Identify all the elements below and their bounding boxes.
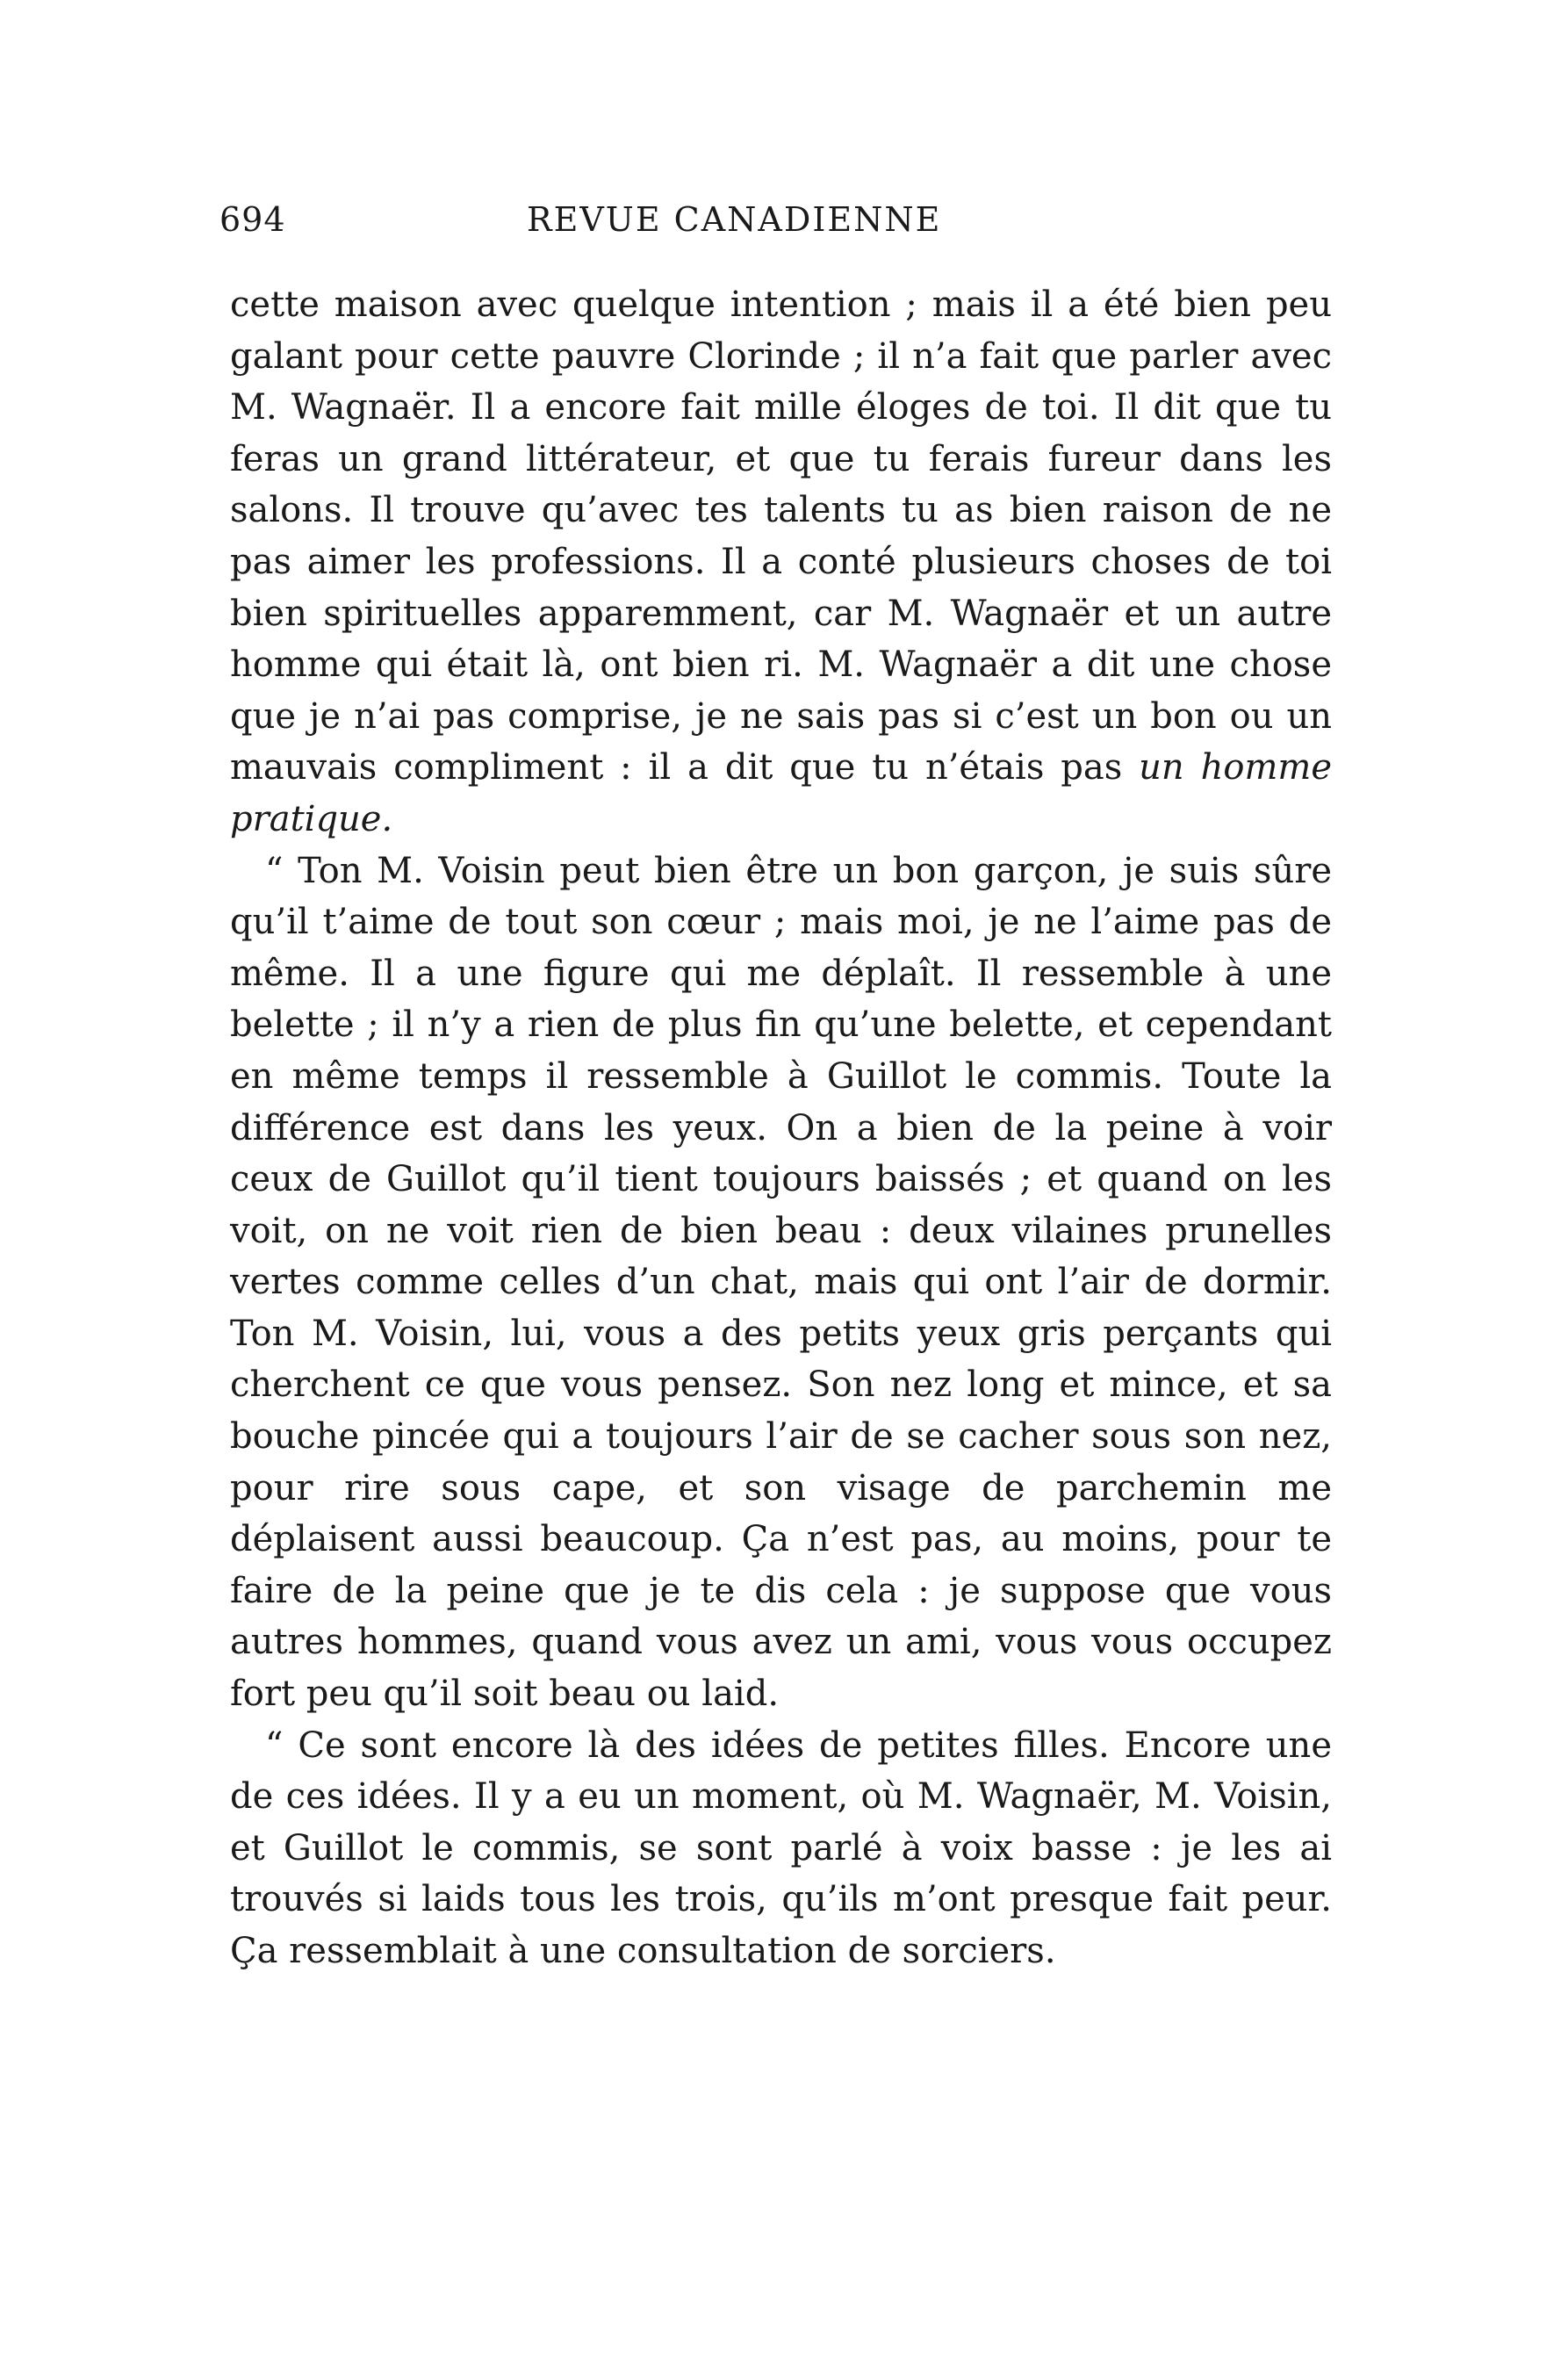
paragraph-2: “ Ton M. Voisin peut bien être un bon garçon, je suis sûre qu’il t’aime de tout son cœur ; mais moi, je ne l’aime pas de même. Il a une figure qui me déplaît. Il ressemble à une belette ; il n’y a rien de plus fin qu’une belette, et cependant en même temps il ressemble à Guillot le commis. Toute la différence est dans les yeux. On a bien de la peine à voir ceux de Guillot qu’il tient toujours baissés ; et quand on les voit, on ne voit rien de bien beau : deux vilaines prunelles vertes comme celles d’un chat, mais qui ont l’air de dormir. Ton M. Voisin, lui, vous a des petits yeux gris perçants qui cherchent ce que vous pensez. Son nez long et mince, et sa bouche pincée qui a toujours l’air de se cacher sous son nez, pour rire sous cape, et son visage de parchemin me déplaisent aussi beaucoup. Ça n’est pas, au moins, pour te faire de la peine que je te dis cela : je suppose que vous autres hommes, quand vous avez un ami, vous vous occupez fort peu qu’il soit beau ou laid. — [230, 850, 1332, 1715]
page-number: 694 — [219, 200, 286, 239]
paragraph-3: “ Ce sont encore là des idées de petites filles. Encore une de ces idées. Il y a eu un moment, où M. Wagnaër, M. Voisin, et Guillot le commis, se sont parlé à voix basse : je les ai trouvés si laids tous les trois, qu’ils m’ont presque fait peur. Ça ressemblait à une consultation de sorciers. — [230, 1724, 1332, 1971]
running-head — [219, 200, 992, 253]
paragraph-1 — [230, 279, 1332, 846]
paragraph-1-text: cette maison avec quelque intention ; mais il a été bien peu galant pour cette pauvre Clorinde ; il n’a fait que parler avec M. Wagnaër. Il a encore fait mille éloges de toi. Il dit que tu feras un grand littérateur, et que tu ferais fureur dans les salons. Il trouve qu’avec tes talents tu as bien raison de ne pas aimer les professions. Il a conté plusieurs choses de toi bien spirituelles apparemment, car M. Wagnaër et un autre homme qui était là, ont bien ri. M. Wagnaër a dit une chose que je n’ai pas comprise, je ne sais pas si c’est un bon ou un mauvais compliment : il a dit que tu n’étais pas — [230, 284, 1332, 788]
journal-title: REVUE CANADIENNE — [527, 200, 942, 239]
paragraph-1-italic-phrase: un homme pratique. — [230, 747, 1332, 839]
body-text — [230, 279, 1332, 1977]
